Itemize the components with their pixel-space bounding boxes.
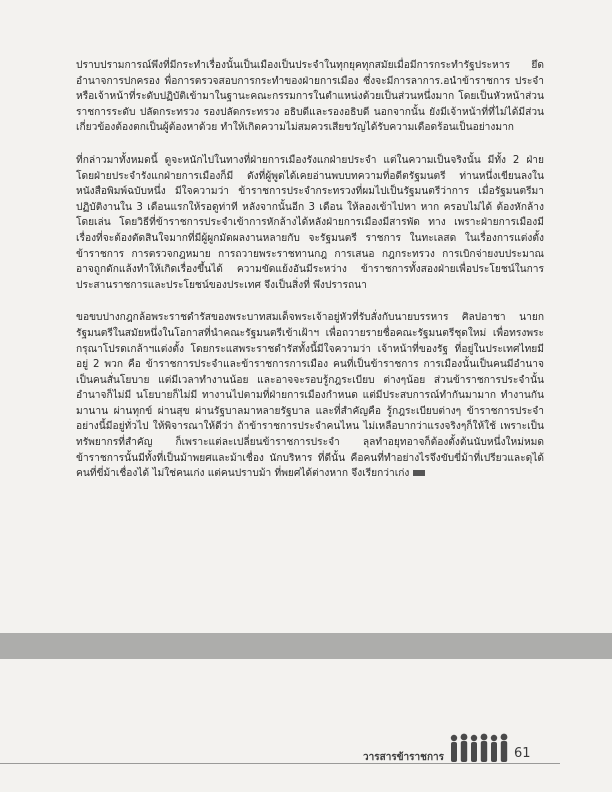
end-of-article-icon [413, 470, 425, 476]
decorative-gray-band [0, 633, 612, 659]
page-footer [0, 730, 612, 770]
paragraph-3 [76, 310, 544, 482]
article-body [76, 58, 544, 482]
paragraph-1: ปราบปรามการณ์พึงที่มีกระทำเรื่องนั้นเป็นเมืองเป็นประจำในทุกยุคทุกสมัยเมื่อมีการกระทำรัฐประหาร ยึดอำนาจการปกครอง พื่อการตรวจสอบการกระทำของฝ่ายการเมือง ซึ่งจะมีการลาการ.อนำข้าราชการ ประจำหรือเจ้าหน้าที่ระดับปฏิบัติเข้ามาในฐานะคณะกรรมการในตำแหน่งด้วยเป็นส่วนหนึ่งมาก โดยเป็นหัวหน้าส่วนราชการระดับ ปลัดกระทรวง รองปลัดกระทรวง อธิบดีและรองอธิบดี นอกจากนั้น ยังมีเจ้าหน้าที่ที่ไม่ได้มีส่วน เกี่ยวข้องต้องตกเป็นผู้ต้องหาด้วย ทำให้เกิดความไม่สมควรเสียขวัญได้รับความเดือดร้อนเป็นอย่างมาก [76, 60, 544, 134]
people-silhouettes-icon [448, 732, 520, 764]
footer-rule [0, 763, 560, 764]
paragraph-2: ที่กล่าวมาทั้งหมดนี้ ดูจะหนักไปในทางที่ฝ่ายการเมืองรังแกฝ่ายประจำ แต่ในความเป็นจริงนั้น มีทั้ง 2 ฝ่าย โดยฝ่ายประจำรังแกฝ่ายการเมืองก็มี ดังที่ผู้พูดได้เคยอ่านพบบทความที่อดีตรัฐมนตรี ท่านหนึ่งเขียนลงในหนังสือพิมพ์ฉบับหนึ่ง มีใจความว่า ข้าราชการประจำกระทรวงที่ผมไปเป็นรัฐมนตรีว่าการ เมื่อรัฐมนตรีมาปฏิบัติงานใน 3 เดือนแรกให้รอดูท่าที หลังจากนั้นอีก 3 เดือน ให้ลองเข้าไปหา หาก ครอบไม่ได้ ต้องหักล้างโดยเล่น โดยวิธีที่ข้าราชการประจำเข้าการหักล้างได้หลังฝ่ายการเมืองมีสารพัด ทาง เพราะฝ่ายการเมืองมีเรื่องที่จะต้องตัดสินใจมากที่มีผู้ผูกมัดผลงานหลายกับ จะรัฐมนตรี ราชการ ในทะเลสด ในเรื่องการแต่งตั้งข้าราชการ การตรวจกฎหมาย การถวายพระราชทานกฎ การเสนอ กฎกระทรวง การเบิกจ่ายงบประมาณ อาจถูกดักแล้งทำให้เกิดเรื่องขึ้นได้ ความขัดแย้งอันมีระหว่าง ข้าราชการทั้งสองฝ่ายเพื่อประโยชน์ในการประสานราชการและประโยชน์ของประเทศ จึงเป็นสิ่งที่ พึงปรารถนา [76, 154, 544, 291]
page-number: 61 [514, 746, 531, 761]
journal-name: วารสารข้าราชการ [363, 752, 444, 763]
paragraph-3-text: ขอขบปางกฎกล้อพระราชดำรัสของพระบาทสมเด็จพระเจ้าอยู่หัวที่รับสั่งกับนายบรรหาร ศิลปอาชา นายกรัฐมนตรีในสมัยหนึ่งในโอกาสที่นำคณะรัฐมนตรีเข้าเฝ้าฯ เพื่อถวายรายชื่อคณะรัฐมนตรีชุดใหม่ เพื่อทรงพระกรุณาโปรดเกล้าฯแต่งตั้ง โดยกระแสพระราชดำรัสทั้งนี้มีใจความว่า เจ้าหน้าที่ของรัฐ ที่อยู่ในประเทศไทยมีอยู่ 2 พวก คือ ข้าราชการประจำและข้าราชการการเมือง คนที่เป็นข้าราชการ การเมืองนั้นเป็นคนมีอำนาจ เป็นคนสั่นโยบาย แต่มีเวลาทำงานน้อย และอาจจะรอบรู้กฎระเบียบ ต่างๆน้อย ส่วนข้าราชการประจำนั้น อำนาจก็ไม่มี นโยบายก็ไม่มี ทางานไปตามที่ฝ่ายการเมืองกำหนด แต่มีประสบการณ์ทำกันมามาก ทำงานกันมานาน ผ่านทุกข์ ผ่านสุข ผ่านรัฐบาลมาหลายรัฐบาล และที่สำคัญคือ รู้กฎระเบียบต่างๆ ข้าราชการประจำอย่างนี้มีอยู่ทั่วไป ให้พิจารณาให้ดีว่า ถ้าข้าราชการประจำคนไหน ไม่เหลือบากว่าแรงจริงๆก็ให้ใช้ เพราะเป็นทรัพยากรที่สำคัญ ก็เพราะแต่ละเปลี่ยนข้าราชการประจำ ลุลทำอยุทอาจก็ต้องตั้งต้นนับหนึ่งใหม่หมด ข้าราชการนั้นมีทั้งที่เป็นม้าพยศและม้าเชื่อง นักบริหาร ที่ดีนั้น คือคนที่ทำอย่างไรจึงขับขี่ม้าที่เปรียวและดุได้ คนที่ขี่ม้าเชื่องได้ ไม่ใช่คนเก่ง แต่คนปราบม้า ที่พยศได้ต่างหาก จึงเรียกว่าเก่ง [76, 312, 544, 480]
